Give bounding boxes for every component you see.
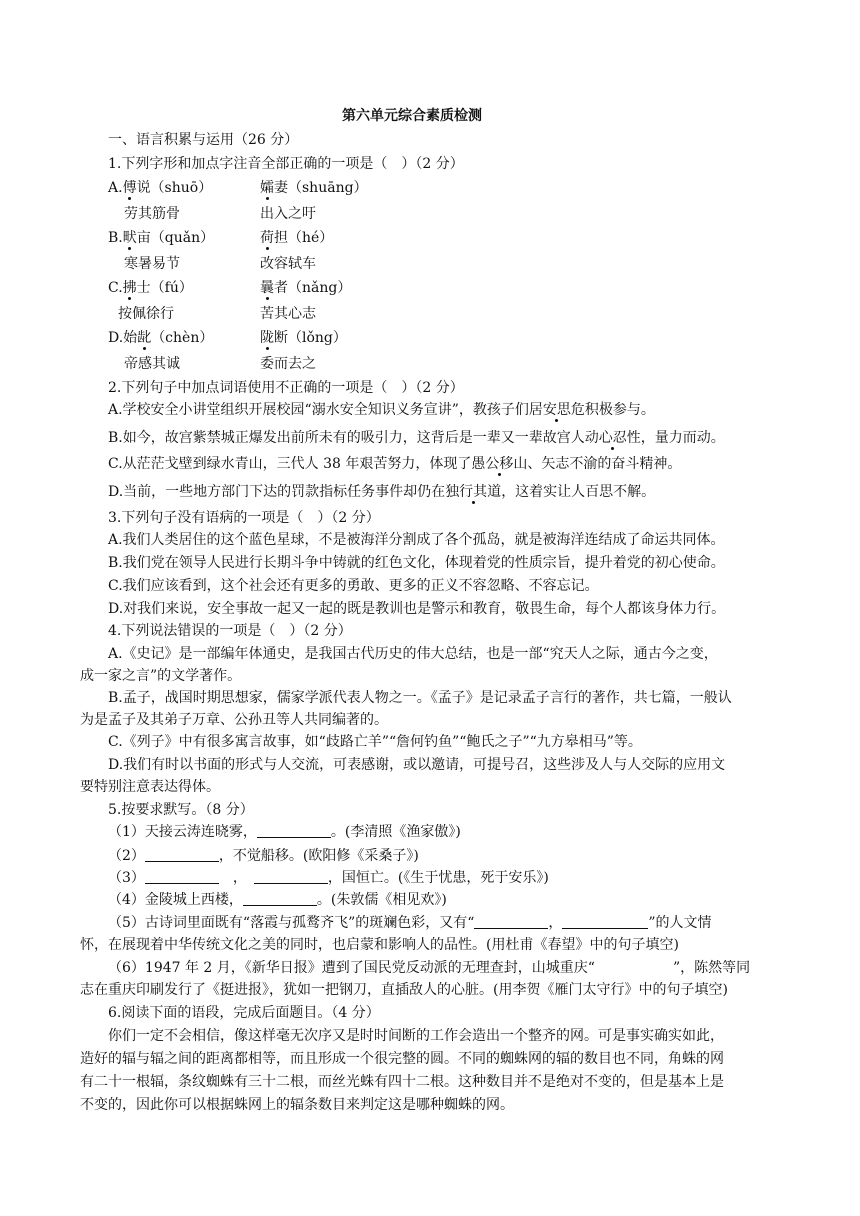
question-3-stem: 3.下列句子没有语病的一项是（ ）（2 分） <box>108 510 380 526</box>
q1-option-a-word3: 劳其筋骨 <box>124 206 180 222</box>
q1-option-d-word3: 帝感其诚 <box>124 356 180 372</box>
q4-option-a-line2: 成一家之言”的文学著作。 <box>80 668 242 684</box>
q5-item-4: （4）金陵城上西楼， 。(朱敦儒《相见欢》) <box>108 892 447 908</box>
answer-blank[interactable] <box>243 891 317 906</box>
q5-item-6-line1: （6）1947 年 2 月，《新华日报》遭到了国民党反动派的无理查封，山城重庆“ ”，陈然等同 <box>108 960 751 976</box>
q5-item-5-line2: 怀，在展现着中华传统文化之美的同时，也启蒙和影响人的品性。(用杜甫《春望》中的句子填空) <box>80 937 679 953</box>
page-title: 第六单元综合素质检测 <box>342 108 482 124</box>
q6-passage-line3: 有二十一根辐，条纹蜘蛛有三十二根，而丝光蛛有四十二根。这种数目并不是绝对不变的，但是基本上是 <box>80 1074 724 1090</box>
q1-option-b-word2: 荷担（hé） <box>260 230 334 246</box>
q6-passage-line2: 造好的辐与辐之间的距离都相等，而且形成一个很完整的圆。不同的蜘蛛网的辐的数目也不同，角蛛的网 <box>80 1051 724 1067</box>
q4-option-b-line1: B.孟子，战国时期思想家，儒家学派代表人物之一。《孟子》是记录孟子言行的著作，共七篇，一般认 <box>108 690 732 706</box>
question-6-stem: 6.阅读下面的语段，完成后面题目。（4 分） <box>108 1005 380 1021</box>
q4-option-a-line1: A.《史记》是一部编年体通史，是我国古代历史的伟大总结，也是一部“究天人之际，通古今之变， <box>108 646 718 662</box>
question-2-stem: 2.下列句子中加点词语使用不正确的一项是（ ）（2 分） <box>108 380 464 396</box>
question-1-stem: 1.下列字形和加点字注音全部正确的一项是（ ）（2 分） <box>108 156 464 172</box>
q1-option-c: C.拂士（fú） <box>108 280 193 296</box>
q4-option-b-line2: 为是孟子及其弟子万章、公孙丑等人共同编著的。 <box>80 712 388 728</box>
q4-option-c: C.《列子》中有很多寓言故事，如“歧路亡羊”“詹何钓鱼”“鲍氏之子”“九方皋相马”等。 <box>108 734 642 750</box>
q5-item-3: （3） ， ，国恒亡。(《生于忧患，死于安乐》) <box>108 870 549 886</box>
answer-blank[interactable] <box>254 869 328 884</box>
q5-item-2: （2） ，不觉船移。(欧阳修《采桑子》) <box>108 848 419 864</box>
q5-item-1: （1）天接云涛连晓雾， 。(李清照《渔家傲》) <box>108 824 461 840</box>
q4-option-d-line1: D.我们有时以书面的形式与人交流，可表感谢，或以邀请，可提号召，这些涉及人与人交际的应用文 <box>108 757 726 773</box>
q5-item-6-line2: 志在重庆印刷发行了《挺进报》，犹如一把钢刀，直插敌人的心脏。(用李贺《雁门太守行》中的句子填空) <box>80 982 728 998</box>
q1-option-c-word3: 按佩徐行 <box>118 306 174 322</box>
q1-option-b: B.畎亩（quǎn） <box>108 230 215 246</box>
answer-blank[interactable] <box>145 847 219 862</box>
q2-option-d: D.当前，一些地方部门下达的罚款指标任务事件却仍在独行其道，这着实让人百思不解。 <box>108 484 656 500</box>
q1-option-d-word4: 委而去之 <box>260 356 316 372</box>
q6-passage-line4: 不变的，因此你可以根据蛛网上的辐条数目来判定这是哪种蜘蛛的网。 <box>80 1097 514 1113</box>
answer-blank[interactable] <box>562 914 648 929</box>
answer-blank[interactable] <box>257 823 331 838</box>
q4-option-d-line2: 要特别注意表达得体。 <box>80 779 220 795</box>
answer-blank[interactable] <box>474 914 548 929</box>
q3-option-b: B.我们党在领导人民进行长期斗争中铸就的红色文化，体现着党的性质宗旨，提升着党的初心使命。 <box>108 555 725 571</box>
q5-item-5-line1: （5）古诗词里面既有“落霞与孤鹜齐飞”的斑斓色彩，又有“ ， ”的人文情 <box>108 915 712 931</box>
q1-option-c-word2: 曩者（nǎng） <box>260 280 352 296</box>
question-5-stem: 5.按要求默写。（8 分） <box>108 802 254 818</box>
q6-passage-line1: 你们一定不会相信，像这样毫无次序又是时时间断的工作会造出一个整齐的网。可是事实确实如此， <box>108 1028 724 1044</box>
q2-option-a: A.学校安全小讲堂组织开展校园“溺水安全知识义务宣讲”，教孩子们居安思危积极参与。 <box>108 402 655 418</box>
q3-option-c: C.我们应该看到，这个社会还有更多的勇敢、更多的正义不容忽略、不容忘记。 <box>108 578 599 594</box>
q2-option-c: C.从茫茫戈壁到绿水青山，三代人 38 年艰苦努力，体现了愚公移山、矢志不渝的奋斗精神。 <box>108 456 682 472</box>
q1-option-a-word4: 出入之吁 <box>260 206 316 222</box>
q1-option-d: D.始龀（chèn） <box>108 330 214 346</box>
q1-option-a: A.傅说（shuō） <box>108 180 213 196</box>
q1-option-b-word4: 改容轼车 <box>260 256 316 272</box>
answer-blank[interactable] <box>145 869 219 884</box>
question-4-stem: 4.下列说法错误的一项是（ ）（2 分） <box>108 623 352 639</box>
answer-blank[interactable] <box>595 960 673 974</box>
q2-option-b: B.如今，故宫紫禁城正爆发出前所未有的吸引力，这背后是一辈又一辈故宫人动心忍性，量力而动。 <box>108 430 725 446</box>
q1-option-d-word2: 陇断（lǒng） <box>260 330 347 346</box>
q3-option-d: D.对我们来说，安全事故一起又一起的既是教训也是警示和教育，敬畏生命，每个人都该身体力行。 <box>108 601 726 617</box>
q1-option-b-word3: 寒暑易节 <box>124 256 180 272</box>
q1-option-c-word4: 苦其心志 <box>260 306 316 322</box>
q1-option-a-word2: 孀妻（shuāng） <box>260 180 368 196</box>
q3-option-a: A.我们人类居住的这个蓝色星球，不是被海洋分割成了各个孤岛，就是被海洋连结成了命运共同体。 <box>108 532 725 548</box>
section-heading: 一、语言积累与运用（26 分） <box>108 132 299 148</box>
